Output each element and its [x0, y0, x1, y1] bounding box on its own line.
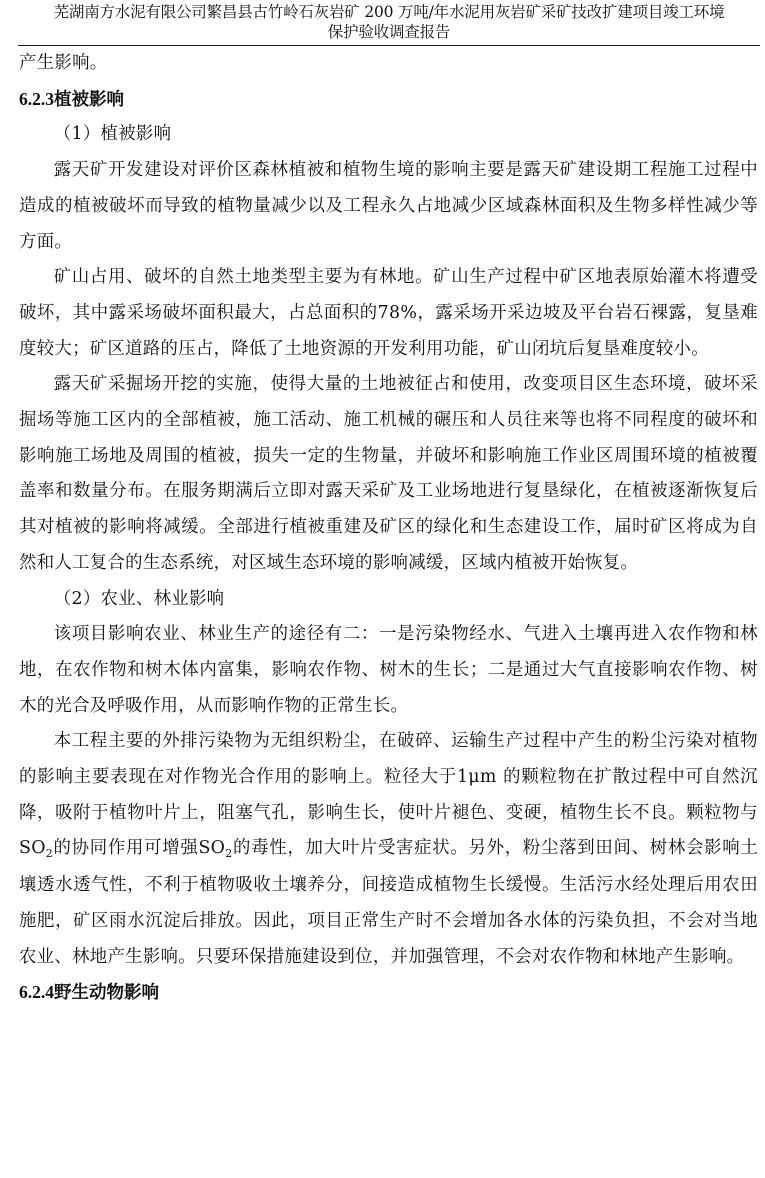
header-line-2: 保护验收调查报告: [327, 23, 451, 41]
paragraph-agriculture-2: [19, 724, 758, 975]
header-line-1: 芜湖南方水泥有限公司繁昌县古竹岭石灰岩矿 200 万吨/年水泥用灰岩矿采矿技改扩建项目竣工环境: [53, 3, 725, 21]
section-heading-6-2-3: 6.2.3植被影响: [19, 88, 124, 109]
section-heading-6-2-4: 6.2.4野生动物影响: [19, 982, 159, 1003]
so2-subscript: 2: [45, 847, 54, 861]
document-body: [19, 46, 758, 1011]
paragraph-vegetation-2: 矿山占用、破坏的自然土地类型主要为有林地。矿山生产过程中矿区地表原始灌木将遭受破坏，其中露采场破坏面积最大，占总面积的78%，露采场开采边坡及平台岩石裸露，复垦难度较大；矿区道路的压占，降低了土地资源的开发利用功能，矿山闭坑后复垦难度较小。: [19, 267, 758, 359]
paragraph-continuation: 产生影响。: [19, 53, 108, 73]
paragraph-agriculture-1: 该项目影响农业、林业生产的途径有二：一是污染物经水、气进入土壤再进入农作物和林地，在农作物和树木体内富集，影响农作物、树木的生长；二是通过大气直接影响农作物、树木的光合及呼吸作用，从而影响作物的正常生长。: [19, 624, 758, 716]
text-run: 本工程主要的外排污染物为无组织粉尘，在破碎、运输生产过程中产生的粉尘污染对植物的影响主要表现在对作物光合作用的影响上。粒径大于1μm 的颗粒物在扩散过程中可自然沉降，吸附于植物叶片上，阻塞气孔，影响生长，使叶片褪色、变硬，植物生长不良。颗粒物与SO: [19, 731, 758, 859]
text-run: 的毒性，加大叶片受害症状。另外，粉尘落到田间、树林会影响土壤透水透气性，不利于植物吸收土壤养分，间接造成植物生长缓慢。生活污水经处理后用农田施肥，矿区雨水沉淀后排放。因此，项目正常生产时不会增加各水体的污染负担，不会对当地农业、林地产生影响。只要环保措施建设到位，并加强管理，不会对农作物和林地产生影响。: [19, 838, 759, 967]
page-header: [18, 2, 760, 42]
paragraph-vegetation-3: 露天矿采掘场开挖的实施，使得大量的土地被征占和使用，改变项目区生态环境，破坏采掘场等施工区内的全部植被，施工活动、施工机械的碾压和人员往来等也将不同程度的破坏和影响施工场地及周围的植被，损失一定的生物量，并破坏和影响施工作业区周围环境的植被覆盖率和数量分布。在服务期满后立即对露天采矿及工业场地进行复垦绿化，在植被逐渐恢复后其对植被的影响将减缓。全部进行植被重建及矿区的绿化和生态建设工作，届时矿区将成为自然和人工复合的生态系统，对区域生态环境的影响减缓，区域内植被开始恢复。: [19, 374, 758, 573]
so2-subscript: 2: [225, 847, 233, 861]
subheading-vegetation: （1）植被影响: [53, 124, 172, 145]
text-run: 的协同作用可增强SO: [53, 838, 226, 859]
paragraph-vegetation-1: 露天矿开发建设对评价区森林植被和植物生境的影响主要是露天矿建设期工程施工过程中造成的植被破坏而导致的植物量减少以及工程永久占地减少区域森林面积及生物多样性减少等方面。: [19, 160, 758, 252]
subheading-agriculture-forestry: （2）农业、林业影响: [53, 588, 225, 609]
